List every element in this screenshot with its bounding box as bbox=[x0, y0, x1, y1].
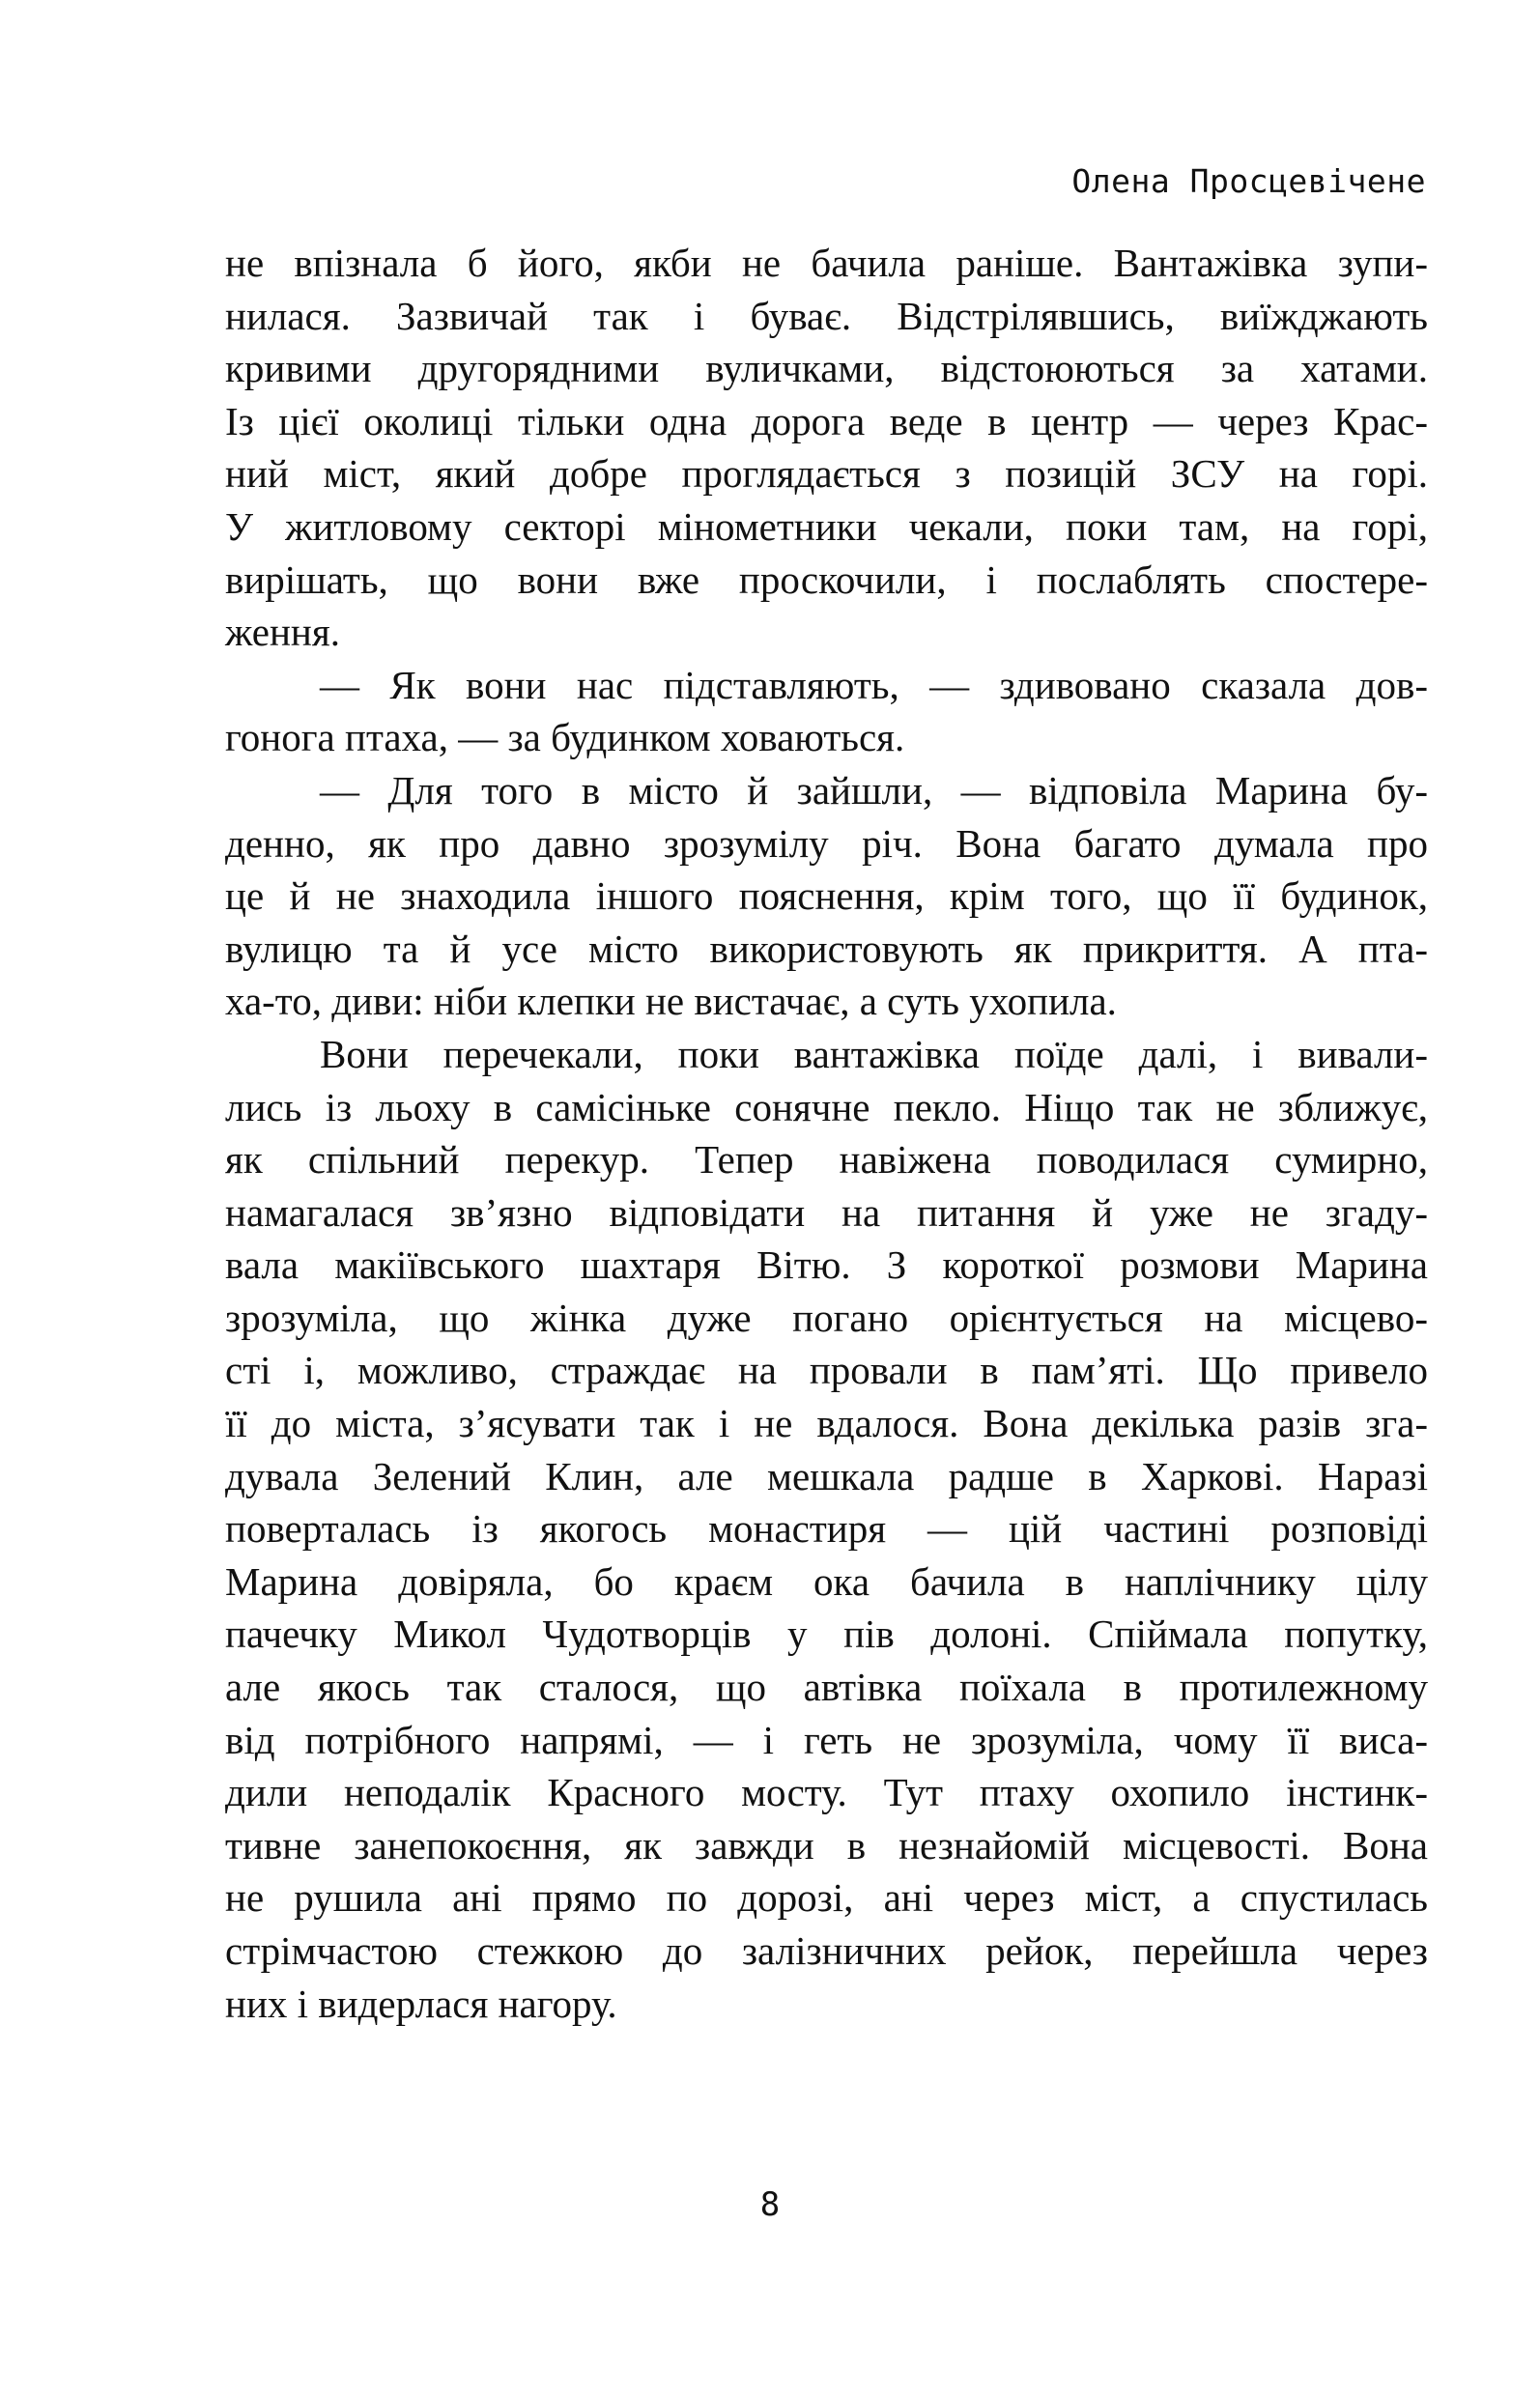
text-line: ха-то, диви: ніби клепки не вистачає, а суть ухопила. bbox=[225, 979, 1117, 1024]
paragraph-first-line: — Для того в місто й зайшли, — відповіла Марина бу- bbox=[320, 767, 1428, 813]
text-line: дувала Зелений Клин, але мешкала радше в Харкові. Наразі bbox=[225, 1453, 1428, 1498]
paragraph-first-line: Вони перечекали, поки вантажівка поїде далі, і вивали- bbox=[320, 1031, 1428, 1076]
text-line: них і видерлася нагору. bbox=[225, 1981, 617, 2026]
text-line: лись із льоху в самісіньке сонячне пекло. Ніщо так не зближує, bbox=[225, 1084, 1428, 1129]
text-line: не впізнала б його, якби не бачила раніше. Вантажівка зупи- bbox=[225, 241, 1428, 285]
running-head-author: Олена Просцевічене bbox=[1071, 162, 1426, 200]
text-line: стрімчастою стежкою до залізничних рейок, перейшла через bbox=[225, 1928, 1428, 1973]
text-line: поверталась із якогось монастиря — цій частині розповіді bbox=[225, 1506, 1428, 1552]
page-number: 8 bbox=[759, 2185, 781, 2224]
text-line: зрозуміла, що жінка дуже погано орієнтується на місцево- bbox=[225, 1295, 1428, 1340]
body-text bbox=[225, 237, 1428, 2030]
text-line: тивне занепокоєння, як завжди в незнайомій місцевості. Вона bbox=[225, 1822, 1428, 1868]
text-line: денно, як про давно зрозумілу річ. Вона багато думала про bbox=[225, 820, 1428, 866]
text-line: намагалася зв’язно відповідати на питання й уже не згаду- bbox=[225, 1189, 1428, 1235]
text-line: пачечку Микол Чудотворців у пів долоні. Спіймала попутку, bbox=[225, 1612, 1428, 1657]
text-line: дили неподалік Красного мосту. Тут птаху охопило інстинк- bbox=[225, 1770, 1428, 1815]
text-line: вала макіївського шахтаря Вітю. З короткої розмови Марина bbox=[225, 1242, 1428, 1288]
text-line: нилася. Зазвичай так і буває. Відстрілявшись, виїжджають bbox=[225, 293, 1428, 338]
text-line: Із цієї околиці тільки одна дорога веде в центр — через Крас- bbox=[225, 398, 1428, 443]
text-line: У житловому секторі мінометники чекали, поки там, на горі, bbox=[225, 503, 1428, 549]
text-line: вирішать, що вони вже проскочили, і послаблять спостере- bbox=[225, 556, 1428, 602]
text-line: як спільний перекур. Тепер навіжена поводилася сумирно, bbox=[225, 1137, 1428, 1183]
text-line: її до міста, з’ясувати так і не вдалося. Вона декілька разів зга- bbox=[225, 1401, 1428, 1446]
text-line: вулицю та й усе місто використовують як прикриття. А пта- bbox=[225, 926, 1428, 971]
text-line: сті і, можливо, страждає на провали в пам’яті. Що привело bbox=[225, 1348, 1428, 1393]
text-line: Марина довіряла, бо краєм ока бачила в наплічнику цілу bbox=[225, 1558, 1428, 1604]
text-line: від потрібного напрямі, — і геть не зрозуміла, чому її виса- bbox=[225, 1717, 1428, 1762]
text-line: ження. bbox=[225, 610, 340, 655]
text-line: але якось так сталося, що автівка поїхала в протилежному bbox=[225, 1665, 1428, 1710]
text-line: кривими другорядними вуличками, відстоюються за хатами. bbox=[225, 346, 1428, 391]
text-line: ний міст, який добре проглядається з позицій ЗСУ на горі. bbox=[225, 451, 1428, 497]
paragraph-first-line: — Як вони нас підставляють, — здивовано сказала дов- bbox=[320, 662, 1428, 707]
text-line: гонога птаха, — за будинком ховаються. bbox=[225, 715, 905, 760]
text-line: це й не знаходила іншого пояснення, крім того, що її будинок, bbox=[225, 873, 1428, 919]
text-line: не рушила ані прямо по дорозі, ані через міст, а спустилась bbox=[225, 1875, 1428, 1921]
